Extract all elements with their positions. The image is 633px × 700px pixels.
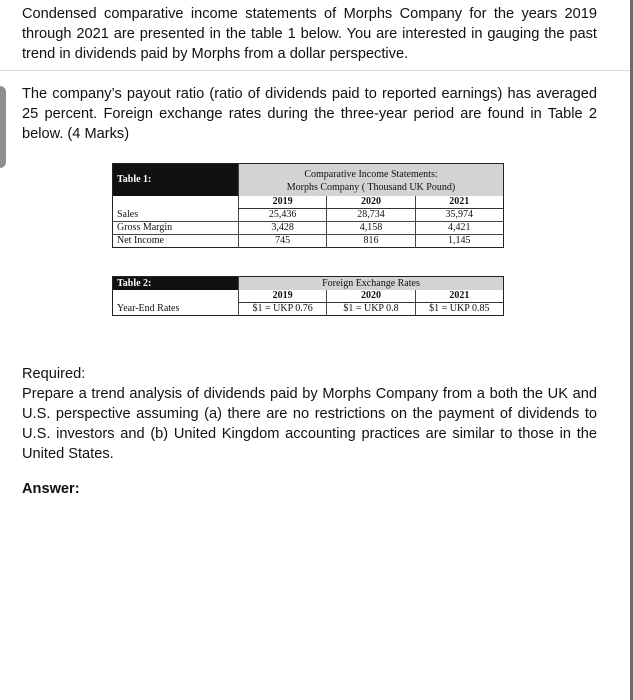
row-label-gross-margin: Gross Margin xyxy=(113,222,239,235)
cell-sales-2020: 28,734 xyxy=(327,209,415,222)
cell-rate-2021: $1 = UKP 0.85 xyxy=(415,303,503,316)
section-divider xyxy=(0,70,630,71)
table2-label: Table 2: xyxy=(113,277,239,291)
table2-year-2021: 2021 xyxy=(415,290,503,303)
required-text: Prepare a trend analysis of dividends paid by Morphs Company from a both the UK and U.S. perspective assuming (a) there are no restrictions on the payment of dividends to U.S. investors and (b) United Kingdom accounting practices are similar to those in the United States. xyxy=(22,386,597,462)
intro-paragraph: Condensed comparative income statements of Morphs Company for the years 2019 through 2021 are presented in the table 1 below. You are interested in gauging the past trend in dividends paid by Morphs from a dollar perspective. xyxy=(22,6,597,62)
answer-label: Answer: xyxy=(22,481,80,497)
cell-rate-2020: $1 = UKP 0.8 xyxy=(327,303,415,316)
table2-title: Foreign Exchange Rates xyxy=(238,277,503,291)
table-row xyxy=(113,222,504,235)
exchange-rate-table xyxy=(112,276,504,316)
row-label-sales: Sales xyxy=(113,209,239,222)
side-handle[interactable] xyxy=(0,86,6,168)
table1-year-2019: 2019 xyxy=(238,196,326,209)
table1-year-2021: 2021 xyxy=(415,196,503,209)
payout-paragraph: The company’s payout ratio (ratio of dividends paid to reported earnings) has averaged 25 percent. Foreign exchange rates during the three-year period are found in Table 2 below. (4 Marks) xyxy=(22,86,597,142)
cell-rate-2019: $1 = UKP 0.76 xyxy=(238,303,326,316)
table-row xyxy=(113,303,504,316)
table1-label: Table 1: xyxy=(113,164,239,197)
table1-year-spacer xyxy=(113,196,239,209)
table-row xyxy=(113,209,504,222)
table-row xyxy=(113,235,504,248)
table1-title-line2: Morphs Company ( Thousand UK Pound) xyxy=(286,182,456,193)
required-heading: Required: xyxy=(22,366,86,382)
table1-title-line1: Comparative Income Statements: xyxy=(304,169,438,180)
table1-year-2020: 2020 xyxy=(327,196,415,209)
cell-ni-2021: 1,145 xyxy=(415,235,503,248)
required-section xyxy=(22,364,597,464)
cell-ni-2020: 816 xyxy=(327,235,415,248)
table2-year-2020: 2020 xyxy=(327,290,415,303)
table2-year-spacer xyxy=(113,290,239,303)
cell-sales-2019: 25,436 xyxy=(238,209,326,222)
table2-year-2019: 2019 xyxy=(238,290,326,303)
income-statement-table xyxy=(112,163,504,248)
cell-sales-2021: 35,974 xyxy=(415,209,503,222)
cell-ni-2019: 745 xyxy=(238,235,326,248)
cell-gm-2019: 3,428 xyxy=(238,222,326,235)
cell-gm-2020: 4,158 xyxy=(327,222,415,235)
row-label-year-end-rates: Year-End Rates xyxy=(117,302,180,314)
table1-title xyxy=(238,164,503,197)
row-label-net-income: Net Income xyxy=(117,235,164,246)
cell-gm-2021: 4,421 xyxy=(415,222,503,235)
